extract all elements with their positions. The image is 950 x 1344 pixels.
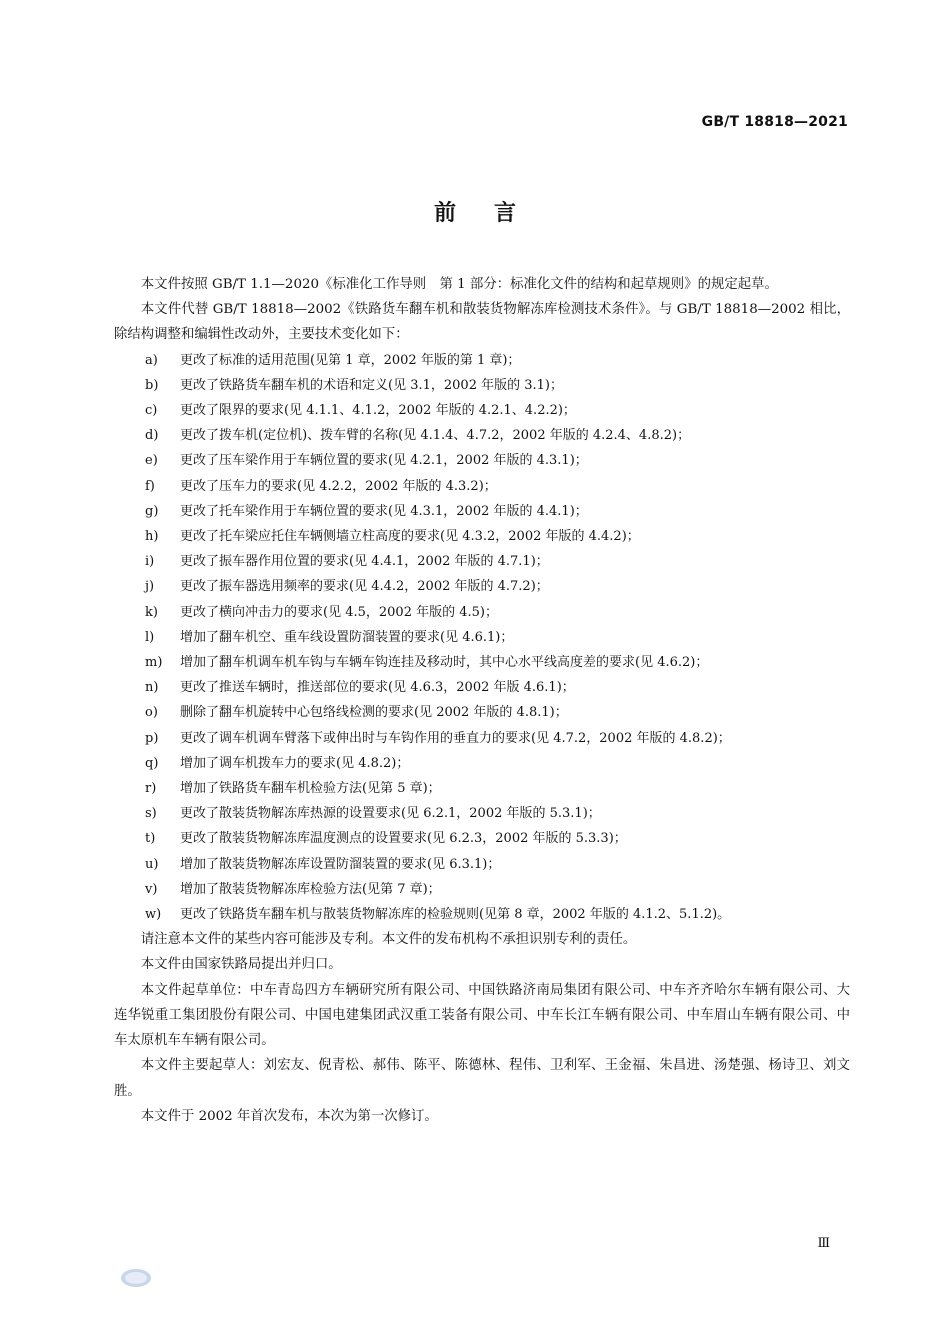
change-item-marker: a) [145,352,158,368]
change-item-marker: k) [145,604,158,620]
paragraph-drafting-units: 本文件起草单位：中车青岛四方车辆研究所有限公司、中国铁路济南局集团有限公司、中车齐齐哈尔车辆有限公司、大连华锐重工集团股份有限公司、中国电建集团武汉重工装备有限公司、中车长江车辆有限公司、中车眉山车辆有限公司、中车太原机车车辆有限公司。 [114,982,850,1049]
change-item [114,398,850,423]
change-item-text: 更改了铁路货车翻车机的术语和定义(见 3.1，2002 年版的 3.1)； [180,377,563,393]
change-item [114,852,850,877]
change-item [114,902,850,927]
change-item-text: 增加了散装货物解冻库设置防溜装置的要求(见 6.3.1)； [180,856,501,872]
change-item-marker: q) [145,755,159,771]
change-item-marker: p) [145,730,159,746]
change-item-marker: s) [145,806,157,822]
sac-logo-icon [120,1268,152,1288]
change-item [114,348,850,373]
technical-changes-list [114,348,850,928]
paragraph-drafting-rules: 本文件按照 GB/T 1.1—2020《标准化工作导则 第 1 部分：标准化文件的结构和起草规则》的规定起草。 [140,277,778,292]
change-item-marker: l) [145,629,155,645]
change-item-text: 增加了铁路货车翻车机检验方法(见第 5 章)； [180,781,441,797]
change-item [114,474,850,499]
paragraph-replacement-note: 本文件代替 GB/T 18818—2002《铁路货车翻车机和散装货物解冻库检测技术条件》。与 GB/T 18818—2002 相比，除结构调整和编辑性改动外，主要技术变化如下： [114,302,850,343]
change-item [114,549,850,574]
change-item-marker: i) [145,554,155,570]
change-item-marker: g) [145,503,159,519]
change-item-text: 更改了托车梁应托住车辆侧墙立柱高度的要求(见 4.3.2，2002 年版的 4.4.2)； [180,529,640,545]
change-item-marker: n) [145,680,159,696]
change-item-text: 更改了拨车机(定位机)、拨车臂的名称(见 4.1.4、4.7.2，2002 年版的 4.2.4、4.8.2)； [180,428,691,444]
change-item-text: 更改了铁路货车翻车机与散装货物解冻库的检验规则(见第 8 章，2002 年版的 4.1.2、5.1.2)。 [180,907,731,923]
change-item [114,776,850,801]
change-item [114,751,850,776]
change-item-marker: e) [145,453,158,469]
change-item-marker: h) [145,529,159,545]
change-item-marker: c) [145,403,158,419]
change-item [114,826,850,851]
change-item [114,625,850,650]
change-item-marker: v) [145,881,158,897]
change-item-text: 更改了调车机调车臂落下或伸出时与车钩作用的垂直力的要求(见 4.7.2，2002 年版的 4.8.2)； [180,730,731,746]
change-item [114,574,850,599]
change-item-text: 增加了调车机拨车力的要求(见 4.8.2)； [180,755,410,771]
change-item-text: 增加了翻车机空、重车线设置防溜装置的要求(见 4.6.1)； [180,629,514,645]
change-item [114,726,850,751]
change-item [114,700,850,725]
page-title: 前言 [433,201,554,226]
change-item-marker: j) [145,579,155,595]
change-item-text: 更改了振车器选用频率的要求(见 4.4.2，2002 年版的 4.7.2)； [180,579,549,595]
change-item-text: 更改了散装货物解冻库温度测点的设置要求(见 6.2.3，2002 年版的 5.3.3)； [180,831,627,847]
paragraph-proposer: 本文件由国家铁路局提出并归口。 [140,957,342,973]
change-item [114,801,850,826]
change-item-text: 更改了限界的要求(见 4.1.1、4.1.2，2002 年版的 4.2.1、4.2.2)； [180,403,576,419]
change-item-marker: f) [145,478,155,494]
change-item-text: 增加了翻车机调车机车钩与车辆车钩连挂及移动时，其中心水平线高度差的要求(见 4.6.2)； [180,655,709,671]
paragraph-patent-notice: 请注意本文件的某些内容可能涉及专利。本文件的发布机构不承担识别专利的责任。 [140,932,637,948]
change-item-text: 更改了托车梁作用于车辆位置的要求(见 4.3.1，2002 年版的 4.4.1)； [180,503,588,519]
change-item [114,675,850,700]
change-item [114,650,850,675]
change-item [114,524,850,549]
change-item-marker: t) [145,831,156,847]
change-item-text: 更改了横向冲击力的要求(见 4.5，2002 年版的 4.5)； [180,604,498,620]
change-item-marker: w) [145,907,162,923]
change-item-marker: o) [145,705,158,721]
change-item-marker: d) [145,428,159,444]
page-number: Ⅲ [817,1236,830,1251]
change-item-text: 更改了标准的适用范围(见第 1 章，2002 年版的第 1 章)； [180,352,521,368]
change-item-text: 更改了振车器作用位置的要求(见 4.4.1，2002 年版的 4.7.1)； [180,554,549,570]
change-item-text: 更改了散装货物解冻库热源的设置要求(见 6.2.1，2002 年版的 5.3.1)； [180,806,601,822]
change-item [114,499,850,524]
change-item-text: 增加了散装货物解冻库检验方法(见第 7 章)； [180,881,441,897]
change-item-text: 更改了推送车辆时，推送部位的要求(见 4.6.3，2002 年版 4.6.1)； [180,680,575,696]
standard-code: GB/T 18818—2021 [701,114,848,130]
change-item-marker: u) [145,856,159,872]
change-item-marker: r) [145,781,157,797]
change-item-text: 删除了翻车机旋转中心包络线检测的要求(见 2002 年版的 4.8.1)； [180,705,568,721]
change-item [114,373,850,398]
change-item-marker: m) [145,655,163,671]
change-item-text: 更改了压车梁作用于车辆位置的要求(见 4.2.1，2002 年版的 4.3.1)； [180,453,588,469]
change-item [114,600,850,625]
change-item [114,877,850,902]
paragraph-drafters: 本文件主要起草人：刘宏友、倪青松、郝伟、陈平、陈德林、程伟、卫利军、王金福、朱昌进、汤楚强、杨诗卫、刘文胜。 [114,1058,850,1099]
document-body [114,272,850,1129]
change-item [114,448,850,473]
paragraph-publication-history: 本文件于 2002 年首次发布，本次为第一次修订。 [140,1108,438,1124]
change-item-marker: b) [145,377,159,393]
change-item-text: 更改了压车力的要求(见 4.2.2，2002 年版的 4.3.2)； [180,478,497,494]
change-item [114,423,850,448]
